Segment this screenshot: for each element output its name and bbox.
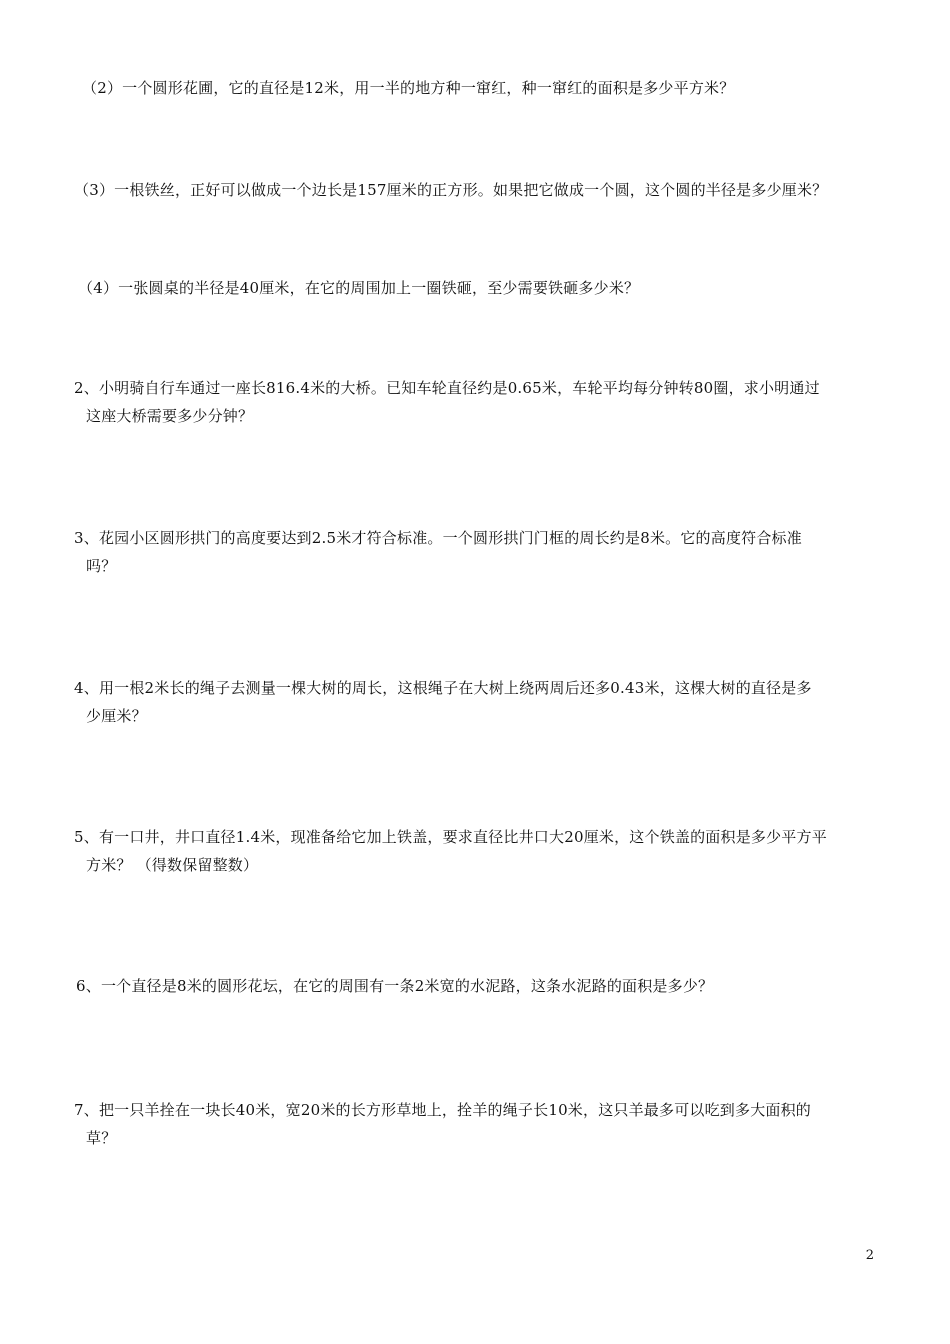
- question-line: （2）一个圆形花圃，它的直径是12米，用一半的地方种一窜红，种一窜红的面积是多少平方米？: [82, 79, 735, 97]
- question-line-continued: 草？: [86, 1129, 117, 1147]
- question-5: [74, 823, 894, 879]
- question-line: 5、有一口井，井口直径1.4米，现准备给它加上铁盖，要求直径比井口大20厘米，这个铁盖的面积是多少平方平: [74, 828, 827, 846]
- question-line: （3）一根铁丝，正好可以做成一个边长是157厘米的正方形。如果把它做成一个圆，这个圆的半径是多少厘米？: [74, 181, 828, 199]
- question-1-3: [74, 176, 894, 204]
- question-2: [74, 374, 894, 430]
- question-line-continued: 少厘米？: [86, 707, 147, 725]
- question-1-2: [82, 74, 882, 102]
- question-line: （4）一张圆桌的半径是40厘米，在它的周围加上一圈铁砸，至少需要铁砸多少米？: [78, 279, 640, 297]
- question-line: 7、把一只羊拴在一块长40米，宽20米的长方形草地上，拴羊的绳子长10米，这只羊最多可以吃到多大面积的: [74, 1101, 812, 1119]
- question-line-continued: 方米？ （得数保留整数）: [86, 856, 259, 874]
- question-line-continued: 吗？: [86, 557, 117, 575]
- question-line: 4、用一根2米长的绳子去测量一棵大树的周长，这根绳子在大树上绕两周后还多0.43米，这棵大树的直径是多: [74, 679, 812, 697]
- question-6: [76, 972, 896, 1000]
- question-1-4: [78, 274, 878, 302]
- question-4: [74, 674, 894, 730]
- question-line-continued: 这座大桥需要多少分钟？: [86, 407, 254, 425]
- question-line: 6、一个直径是8米的圆形花坛，在它的周围有一条2米宽的水泥路，这条水泥路的面积是多少？: [76, 977, 714, 995]
- question-7: [74, 1096, 894, 1152]
- page-number: 2: [865, 1248, 874, 1263]
- question-line: 2、小明骑自行车通过一座长816.4米的大桥。已知车轮直径约是0.65米，车轮平均每分钟转80圈，求小明通过: [74, 379, 820, 397]
- question-3: [74, 524, 894, 580]
- question-line: 3、花园小区圆形拱门的高度要达到2.5米才符合标准。一个圆形拱门门框的周长约是8米。它的高度符合标准: [74, 529, 802, 547]
